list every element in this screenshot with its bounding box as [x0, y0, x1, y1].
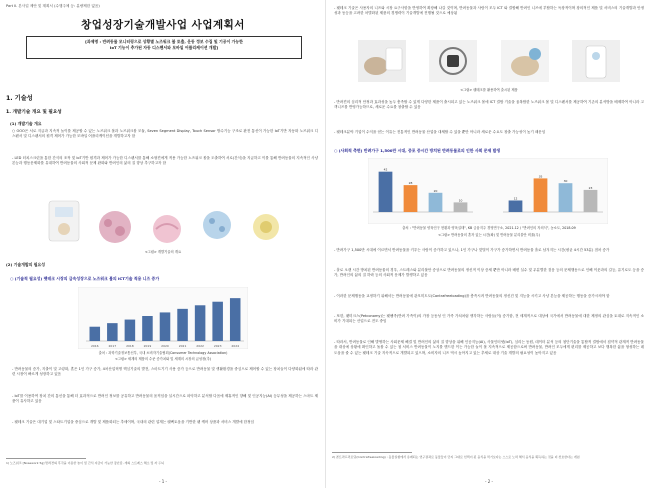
data-label: 42: [383, 167, 388, 172]
product-image-ball-yellow: [247, 207, 285, 245]
pettech-image-dog-toy: [499, 36, 551, 84]
bar-2021: [177, 309, 188, 341]
page-number-2: - 2 -: [485, 478, 493, 484]
bar-2019: [142, 316, 153, 341]
tick-label-x: 2019: [143, 344, 152, 348]
paragraph-social-5: - 따라서, 반려동물로 인해 발생하는 사회문제 해결 및 반려인의 삶의 질 향상을 위해 인공지능(AI), 사물인터넷(IoT), 심리는 동원, 데이터 분석 등의 첨단기술을 통합적 결합에서 집약적 관계적 반려동물을 대상에 상황에 확인하고 돌볼 수 있는 첨 서비스 반려동물이 노지를 핸드한 이는 가능한 놀이 볼 지속적으로 제공함으로써 반려동물, 반려인 모두에게 편리를 제공하고 보다 행복한 삶을 형성하는 데 도움을 줄 수 있는 펫테크 기술 지속적으로 개발되고 있으며, 소비자의 니즈 역시 높아지고 있는 추세로 대상 기술 개발의 필요성이 높아지고 있음: [334, 340, 644, 355]
paragraph-social-2: - 홀로 오랜 시간 방치된 반려동물의 경우, 스트레스와 분리불안 증상으로 반려동물의 정신적 이상 증세 뿐만 아니라 배변 실수 및 무분별한 짖음 등의 문제행동으로 인해 이웃과의 갈등, 유기로도 등을 증가, 반려인의 삶의 질 하락 등의 사회적 문제가 발생하고 있음: [334, 268, 644, 278]
bar-series1-C: [559, 183, 573, 212]
paragraph-overview-1: ○ OOO은 서로 지급과 지속적 놀이를 제공할 수 있는 노즈워크 볼과 노즈워크볼 모듈, Seven Segment Display, Touch Sensor 방수기능 구조로 완전 통신이 가능한 IoT기반 자동화 노즈워크 디스펜서 및 디스펜서의 원격 제어가 가능한 모바일 어플리케이션을 개발하고자 함: [12, 129, 318, 139]
document-title: 창업성장기술개발사업 사업계획서: [81, 19, 245, 31]
bar-series1-B: [534, 178, 548, 212]
tick-label-x: 2021: [178, 344, 187, 348]
bar-series1-D: [584, 190, 598, 212]
product-figure-row: [40, 185, 290, 245]
figure-caption-alone-time: <그림> 반려동물의 혼자 있는 시간(좌) 및 반려동물 분리불안 비율(우): [438, 233, 540, 237]
task-title-line1: [과제명 : 반려동물 모니터링으로 상황별 노즈워크 볼 토출, 운동 정보 수집 및 기공이 가능한: [85, 39, 243, 44]
chart-source-note-1: 출처 : 과학기술정보통신부, 국내 소비자기술협회(Consumer Technology Association): [98, 351, 228, 355]
page-header-note: Part Ⅱ. 본사업 제안 및 계획서 (수행주체 등: 분량제한 없음): [6, 4, 100, 8]
paragraph-social-4: - 또한, 펫미크스(Petconomy)는 펫팸족(반려 가족이)의 가장 등동성 인 가족 가치처럼 생각하는 사람들(이) 증가함, 전 세계적으로 대상에 국가에서 반려동물에 대한 제정의 관심을 토대로 지속적인 소비가 기대되는 산업으로 전도 중임: [334, 314, 644, 324]
footnote-rule-2: [332, 452, 412, 453]
chart-pet-alone-time: [368, 158, 608, 224]
bar-series0-B: [404, 185, 418, 212]
tick-label-x: 2018: [126, 344, 134, 348]
paragraph-pettech-3: - 펫테크분야 기업이 수익을 얻는 이유는 전통적인 반려동물 산업을 대체할 수 있을 뿐만 아니라 새로운 수요도 창출 가능성이 높기 때문임: [334, 130, 546, 134]
tick-label-x: 2022: [196, 344, 204, 348]
bar-series1-A: [509, 200, 523, 212]
bar-2018: [125, 320, 136, 341]
paragraph-pettech-2: - 반려견의 심리적 안정과 효과성을 높두 충족할 수 있게 다양한 제품이 출시되고 있는 노즈워크 볼에 ICT 결합 기술을 융복합한 노즈워크 볼 및 디스펜서를 제공하여 기존의 분석방을 배제하여 아니라 고객니즈를 반영가능하므로, 새로운 수요를 창출할 수 있음: [334, 100, 644, 110]
task-title-line2: IoT 기능이 추가된 자동 디스펜서와 모바일 어플리케이션 개발]: [109, 44, 219, 50]
bar-series0-D: [454, 202, 468, 212]
data-label: 10: [458, 198, 463, 203]
bar-2017: [107, 323, 118, 341]
bar-2024: [230, 298, 241, 341]
page-number-1: - 1 -: [159, 478, 167, 484]
paragraph-market-2: - IoT를 이용하여 장치 간의 통신을 통해 더 효과적으로 반려인 정보를 공유하고 반려동물의 움직임을 실시간으로 파악하고 분석할 다음에 제휴적인 향해 및 인공지능(AI) 등무성을 제공하는 스마트 제품이 유사하고 있음: [12, 394, 318, 404]
bar-2023: [212, 302, 223, 341]
section-heading-technology: 1. 기술성: [6, 95, 33, 102]
footnote-2: 2) 콘트라프리로딩(Contrafreeloading) : 동물실험에서 유래되는 연구결과로 동물들이 단지 그대로 선택이 된 음식을 먹기보다는 스스로 노력 해서 음식을 획득하는 것을 더 선호한다는 개념: [332, 455, 580, 459]
subsection-heading-overview: 1. 개발기술 개요 및 필요성: [6, 110, 62, 115]
chart-market-growth: [78, 287, 248, 349]
paragraph-overview-2: - LED 터치스크린을 통한 간식의 조작 및 IoT기반 원격과 제어가 가능한 디스펜서를 통해 소형견에게 적용 가능한 노즈워크 볼을 도출하여 서로(간식)을 지급하고 이를 통해 반려동물의 지속적인 사냥본능과 행동문제화를 유대하여 반려동물의 사회적 문제 완화와 반려인의 삶의 질 향상 추구하고자 함: [12, 156, 318, 166]
pettech-image-smart-collar: [427, 36, 479, 84]
data-label: 28: [408, 181, 413, 186]
footnote-rule: [6, 458, 86, 459]
highlight-social-aspect: ○ (사회적 측면) 반려가구 1,500만 시대, 증포 증시간 방치된 반려동물로의 인한 사회 문제 발생: [334, 148, 501, 153]
tick-label-x: 2023: [213, 344, 222, 348]
product-image-ball-blue: [198, 203, 236, 245]
pettech-image-dispenser: [570, 36, 622, 84]
product-image-dispenser: [45, 195, 83, 245]
data-label: 35: [538, 174, 543, 179]
paragraph-market-3: - 펫테크 기술은 대기업 및 스타트기업을 중심으로 개발 및 제품화되는 추세이며, 국내의 관련 업계는 펫팩토움을 기반한 펫 케어 상품과 서비스 개발에 한정임: [12, 420, 254, 424]
product-image-nosework-ball: [94, 205, 136, 245]
subsection-heading-necessity: (2) 기술개발의 필요성: [6, 262, 46, 267]
bar-series0-A: [379, 172, 393, 212]
data-label: 23: [588, 185, 593, 190]
task-title-box: [26, 36, 302, 59]
tick-label-x: 2024: [231, 344, 240, 348]
chart-source-note-2: 출처 : "반려동물 양육인구 현황과 양육실태", KB 금융지주 경영연구소, 2021.12 / "반려인의 자의식", 농소도, 2018.09: [402, 226, 576, 230]
subsection-heading-tech-overview: (1) 개발기술 개요: [10, 121, 42, 126]
paragraph-social-1: - 반려가구 1,500만 시대에 이르면서 반려동물을 키우는 사람이 증가하고 있으나, 1인 가구나 맞벌이 가구가 증가하면서 반려동물 홀로 남겨지는 시간(평균 4시간 53분) 점차 증가: [334, 248, 610, 252]
tick-label-x: 2017: [108, 344, 117, 348]
data-label: 30: [563, 179, 568, 184]
data-label: 12: [513, 196, 518, 201]
figure-caption-pettech: <그림> 펫테크를 활용하여 출시된 제품: [460, 88, 518, 92]
data-label: 20: [433, 188, 438, 193]
tick-label-x: 2020: [161, 344, 169, 348]
bar-2020: [160, 312, 171, 341]
bar-series0-C: [429, 193, 443, 212]
figure-caption-overview: <그림> 개발기술의 개요: [144, 250, 182, 254]
paragraph-social-3: - 이러한 문제행동을 교정하기 위해서는 반려동물에 관모미트도(Contrafreeloading)을 충족시켜 반려동물의 정신건 및 지능을 시키고 사냥 본능을 제공하는 행동을 증가시켜야 함: [334, 294, 610, 298]
document-page-2: [326, 0, 652, 488]
bar-2022: [195, 305, 206, 341]
footnote-1: 1) 노즈워크 [Nosework 5g] 반려견의 후각을 이용한 놀이 및 간식 지급이 가능한 장난감, 개의 스트레스 해소 및 자 두뇌: [6, 461, 165, 465]
figure-caption-market: <그림> 세계의 제품의 수준 증가치와 및 세계의 시장의 급성장(추): [114, 357, 212, 361]
paragraph-pettech-1: - 펫테크 기술은 사용자의 니즈와 시장 요구사항을 반영하여 확장해 나갈 것이며, 반려동물과 사람이 모두 ICT 와 결합해 반려인 니즈에 부합하는 독창적이며 창의적인 제품 및 서비스의 기술개발과 안정성과 동등을 고려한 차별화된 제품의 경쟁력이 기술개발에 진행될 것으로 예상됨: [334, 6, 644, 16]
tick-label-x: 2016: [90, 344, 99, 348]
pettech-image-cat-device: [356, 36, 408, 84]
highlight-tech-necessity: ○ (기술적 필요성) 펫테크 시장의 급속성장으로 노즈워크 볼의 ICT기술 적용 니즈 증가: [10, 276, 160, 281]
product-image-ball-pink: [146, 209, 188, 245]
pettech-product-figure-row: [346, 32, 632, 84]
paragraph-market-1: - 반려동물의 증가, 지출이 및 고령화, 혼은 1인 가구 증가, 4차산업혁명 핵심기술의 발전, 스마트기기 사용 증가 등으로 반려동물 및 생활환경을 중심으로 제어할 수 있는 장치들이 다양화됨에 따라 관련 시장이 빠르게 성장하고 있음: [12, 367, 318, 377]
bar-2016: [90, 327, 101, 341]
